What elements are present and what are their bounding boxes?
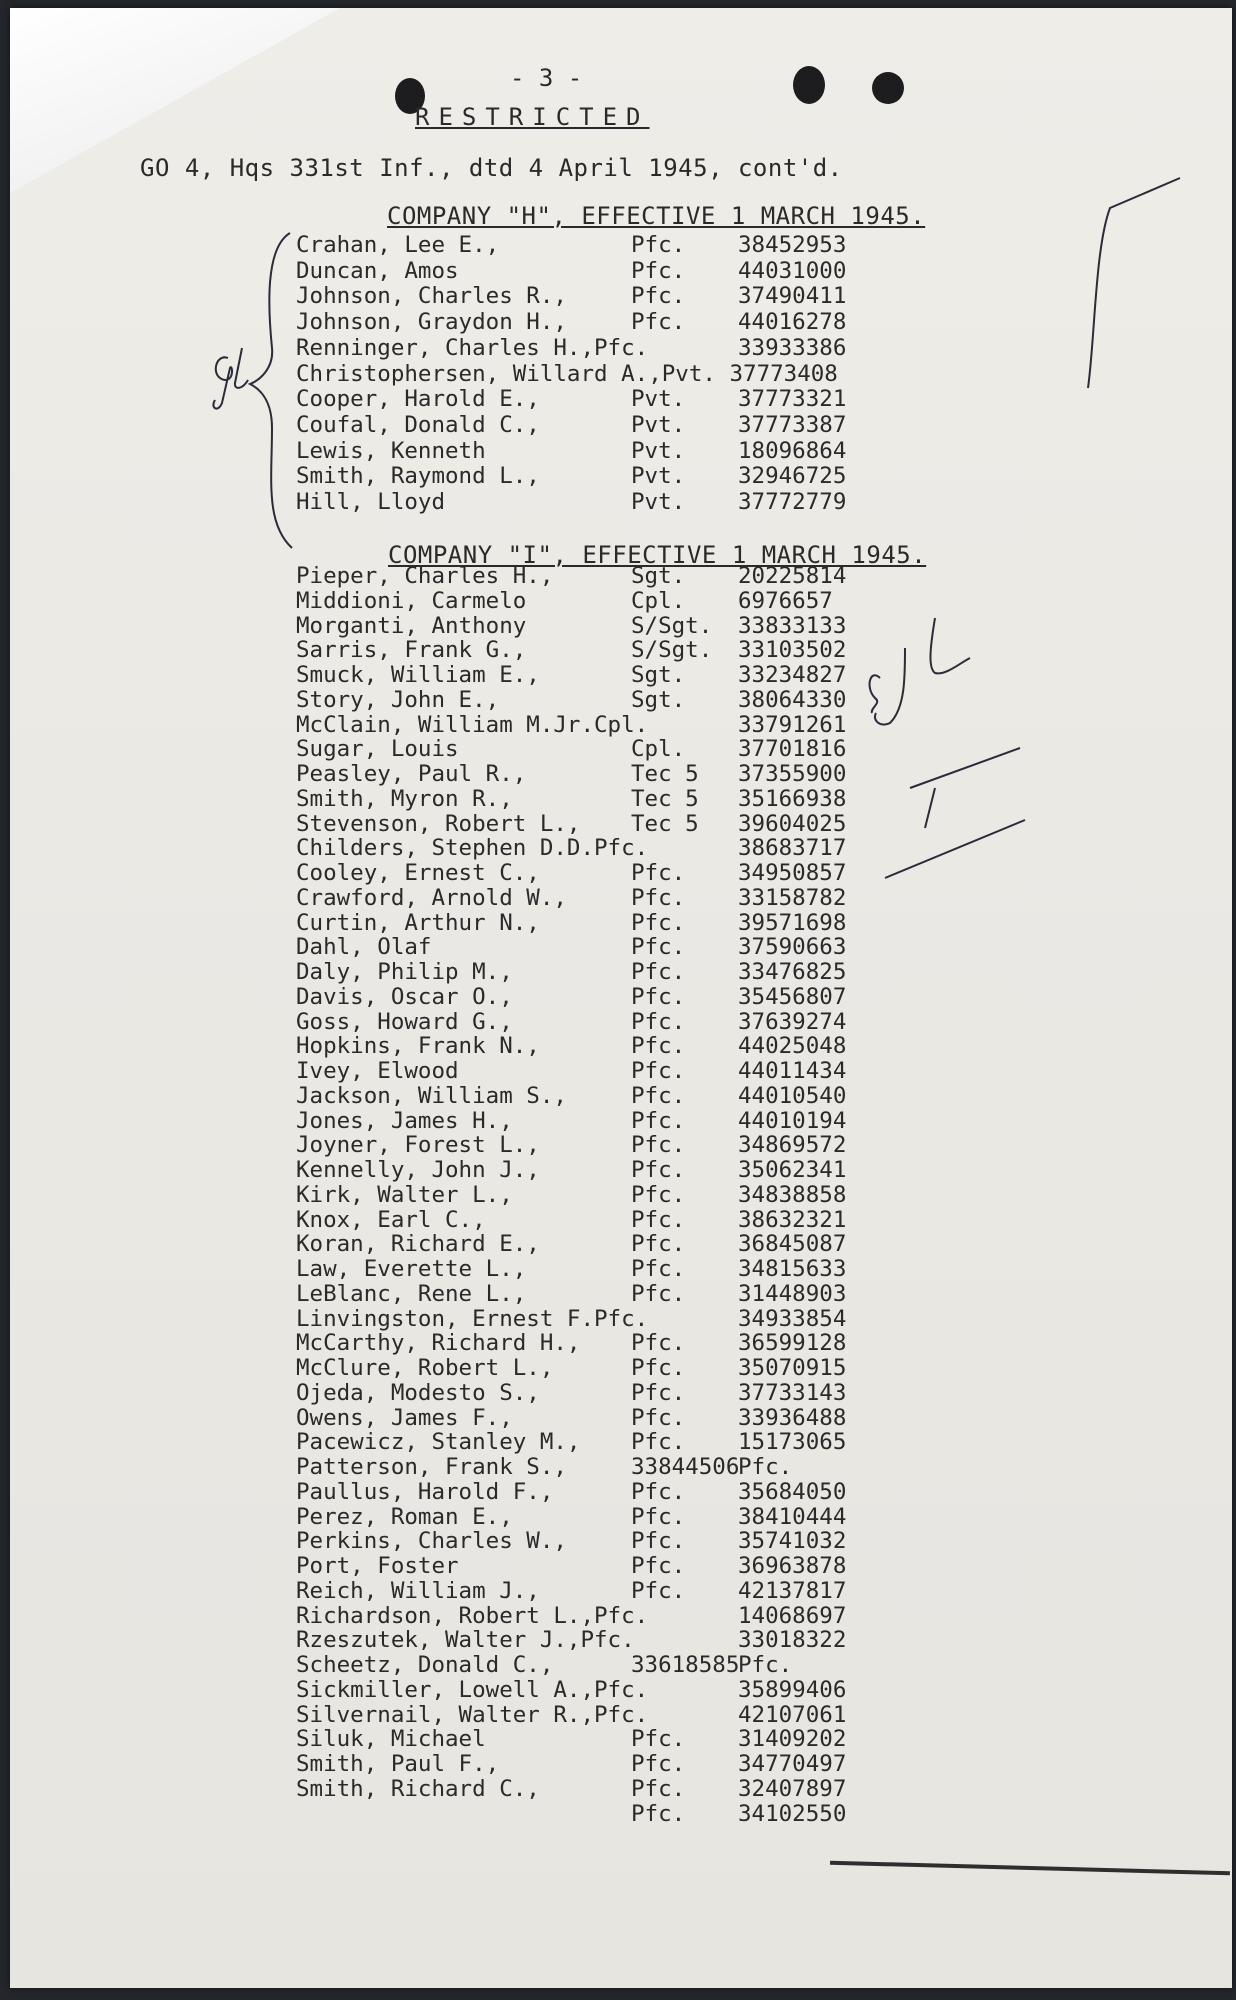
soldier-rank: Pfc. (631, 1132, 686, 1159)
bracket-mark (250, 233, 292, 548)
handwritten-marks (10, 8, 1232, 1988)
soldier-rank: Pfc. (631, 1404, 686, 1431)
soldier-name: Perez, Roman E., (296, 1503, 513, 1530)
soldier-rank: Pfc. (631, 1478, 686, 1505)
soldier-name: Middioni, Carmelo (296, 587, 527, 614)
soldier-name: Ivey, Elwood (296, 1058, 459, 1084)
soldier-name: Reich, William J., (296, 1577, 540, 1604)
soldier-rank: Sgt. (631, 662, 686, 688)
soldier-rank: Pfc. (631, 1379, 686, 1406)
soldier-rank: Pfc. (631, 1181, 686, 1208)
serial-number: 6976657 (738, 587, 833, 614)
soldier-name: Pieper, Charles H., (296, 563, 554, 589)
soldier-name: Story, John E., (296, 686, 500, 713)
soldier-rank: Sgt. (631, 686, 686, 713)
soldier-rank: Pfc. (631, 1577, 686, 1604)
serial-number: 37773321 (738, 386, 847, 413)
serial-number: 44010540 (738, 1082, 847, 1109)
soldier-name: Duncan, Amos (296, 257, 459, 284)
soldier-rank: Pfc. (631, 1800, 686, 1827)
soldier-rank: Pvt. (631, 463, 686, 490)
serial-number: 39604025 (738, 810, 847, 837)
soldier-name: Crawford, Arnold W., (296, 884, 567, 911)
serial-number: 31448903 (738, 1280, 847, 1307)
soldier-name: Koran, Richard E., (296, 1231, 540, 1258)
page-number: - 3 - (510, 64, 583, 92)
right-margin-mark (1088, 178, 1180, 388)
soldier-rank: Pfc. (631, 232, 686, 258)
section-heading-company-i: COMPANY "I", EFFECTIVE 1 MARCH 1945. (388, 541, 927, 569)
serial-number: 35456807 (738, 983, 847, 1010)
soldier-rank: Pfc. (631, 860, 686, 886)
soldier-rank: Pvt. (631, 411, 686, 438)
soldier-name: Dahl, Olaf (296, 934, 432, 961)
serial-number: 33936488 (738, 1404, 847, 1431)
serial-number: 34869572 (738, 1132, 847, 1159)
serial-number: 35684050 (738, 1478, 847, 1505)
soldier-rank: Pfc. (631, 1082, 686, 1109)
soldier-rank: Pfc. (631, 1107, 686, 1134)
soldier-rank: Pfc. (631, 1058, 686, 1084)
soldier-name: Joyner, Forest L., (296, 1132, 540, 1159)
serial-number: 36845087 (738, 1231, 847, 1258)
soldier-rank: Pvt. (631, 489, 686, 515)
soldier-rank: Pfc. (631, 1231, 686, 1258)
soldier-name: Patterson, Frank S., (296, 1454, 567, 1480)
soldier-name: Knox, Earl C., (296, 1206, 486, 1233)
soldier-name: Christophersen, Willard A.,Pvt. 37773408 (296, 360, 838, 387)
soldier-name: Coufal, Donald C., (296, 411, 540, 438)
soldier-name: Sickmiller, Lowell A.,Pfc. (296, 1676, 649, 1703)
soldier-name: Cooley, Ernest C., (296, 860, 540, 886)
soldier-name: Crahan, Lee E., (296, 232, 500, 258)
soldier-rank: Pvt. (631, 437, 686, 464)
soldier-rank: Pfc. (631, 1157, 686, 1183)
soldier-name: Johnson, Charles R., (296, 283, 567, 310)
soldier-name: Jackson, William S., (296, 1082, 567, 1109)
serial-number: 34838858 (738, 1181, 847, 1208)
soldier-rank: Pfc. (631, 1775, 686, 1802)
soldier-rank: Pfc. (631, 1033, 686, 1060)
serial-number: 20225814 (738, 563, 847, 589)
section-heading-company-h: COMPANY "H", EFFECTIVE 1 MARCH 1945. (387, 202, 926, 230)
serial-number: 39571698 (738, 909, 847, 936)
soldier-name: Sarris, Frank G., (296, 637, 527, 664)
serial-number: 37590663 (738, 934, 847, 961)
tick-line-mark (910, 748, 1020, 788)
soldier-rank: Pvt. (631, 386, 686, 413)
soldier-rank: Pfc. (631, 1751, 686, 1777)
soldier-name: Stevenson, Robert L., (296, 810, 581, 837)
soldier-name: Smuck, William E., (296, 662, 540, 688)
serial-number: 33833133 (738, 612, 847, 639)
soldier-name: Kennelly, John J., (296, 1157, 540, 1183)
soldier-name: Linvingston, Ernest F.Pfc. (296, 1305, 649, 1332)
serial-number: 44031000 (738, 257, 847, 284)
serial-number: 32407897 (738, 1775, 847, 1802)
serial-number: 42137817 (738, 1577, 847, 1604)
serial-number: Pfc. (738, 1454, 793, 1480)
serial-number: 34933854 (738, 1305, 847, 1332)
soldier-name: Davis, Oscar O., (296, 983, 513, 1010)
serial-number: 36599128 (738, 1330, 847, 1357)
document-page (10, 8, 1232, 1988)
serial-number: 37772779 (738, 489, 847, 515)
serial-number: 35899406 (738, 1676, 847, 1703)
classification-marking: RESTRICTED (415, 103, 650, 131)
serial-number: 38683717 (738, 835, 847, 862)
serial-number: 18096864 (738, 437, 847, 464)
soldier-name: Owens, James F., (296, 1404, 513, 1431)
soldier-name: Sugar, Louis (296, 736, 459, 763)
serial-number: 35070915 (738, 1355, 847, 1381)
serial-number: 15173065 (738, 1429, 847, 1456)
serial-number: 37701816 (738, 736, 847, 763)
soldier-name: Perkins, Charles W., (296, 1528, 567, 1555)
soldier-rank: S/Sgt. (631, 637, 713, 664)
serial-number: 37355900 (738, 761, 847, 787)
soldier-name: Smith, Richard C., (296, 1775, 540, 1802)
soldier-rank: S/Sgt. (631, 612, 713, 639)
soldier-name: Paullus, Harold F., (296, 1478, 554, 1505)
serial-number: 44011434 (738, 1058, 847, 1084)
soldier-name: Ojeda, Modesto S., (296, 1379, 540, 1406)
soldier-rank: Pfc. (631, 257, 686, 284)
soldier-name: McCarthy, Richard H., (296, 1330, 581, 1357)
soldier-name: Scheetz, Donald C., (296, 1652, 554, 1678)
soldier-rank: Pfc. (631, 1256, 686, 1282)
serial-number: 37639274 (738, 1008, 847, 1035)
serial-number: 33158782 (738, 884, 847, 911)
soldier-rank: Pfc. (631, 1726, 686, 1753)
soldier-name: Pacewicz, Stanley M., (296, 1429, 581, 1456)
serial-number: 34815633 (738, 1256, 847, 1282)
soldier-rank: 33618585 (631, 1652, 740, 1678)
serial-number: 33933386 (738, 334, 847, 361)
soldier-rank: Pfc. (631, 1355, 686, 1381)
serial-number: 35062341 (738, 1157, 847, 1183)
soldier-rank: Pfc. (631, 283, 686, 310)
soldier-name: Rzeszutek, Walter J.,Pfc. (296, 1627, 635, 1654)
soldier-name: Siluk, Michael (296, 1726, 486, 1753)
soldier-rank: Pfc. (631, 909, 686, 936)
serial-number: 35741032 (738, 1528, 847, 1555)
serial-number: 34102550 (738, 1800, 847, 1827)
soldier-name: Goss, Howard G., (296, 1008, 513, 1035)
soldier-name: Hopkins, Frank N., (296, 1033, 540, 1060)
serial-number: 14068697 (738, 1602, 847, 1629)
serial-number: 38632321 (738, 1206, 847, 1233)
soldier-rank: Pfc. (631, 1330, 686, 1357)
serial-number: 37733143 (738, 1379, 847, 1406)
soldier-name: Kirk, Walter L., (296, 1181, 513, 1208)
serial-number: Pfc. (738, 1652, 793, 1678)
soldier-rank: Cpl. (631, 736, 686, 763)
soldier-rank: Pfc. (631, 934, 686, 961)
soldier-name: Jones, James H., (296, 1107, 513, 1134)
soldier-rank: Pfc. (631, 983, 686, 1010)
soldier-rank: Tec 5 (631, 810, 699, 837)
serial-number: 38410444 (738, 1503, 847, 1530)
soldier-rank: 33844506 (631, 1454, 740, 1480)
serial-number: 33103502 (738, 637, 847, 664)
soldier-name: Daly, Philip M., (296, 959, 513, 985)
soldier-name: Renninger, Charles H.,Pfc. (296, 334, 649, 361)
soldier-name: McClure, Robert L., (296, 1355, 554, 1381)
soldier-name: Richardson, Robert L.,Pfc. (296, 1602, 649, 1629)
soldier-name: Law, Everette L., (296, 1256, 527, 1282)
serial-number: 34770497 (738, 1751, 847, 1777)
soldier-rank: Pfc. (631, 959, 686, 985)
serial-number: 35166938 (738, 785, 847, 812)
soldier-name: Childers, Stephen D.D.Pfc. (296, 835, 649, 862)
soldier-name: Johnson, Graydon H., (296, 309, 567, 336)
serial-number: 33018322 (738, 1627, 847, 1654)
soldier-rank: Pfc. (631, 1008, 686, 1035)
initials-ejl-mark (870, 618, 970, 725)
soldier-name: Lewis, Kenneth (296, 437, 486, 464)
soldier-name: Peasley, Paul R., (296, 761, 527, 787)
soldier-name: Smith, Paul F., (296, 1751, 500, 1777)
serial-number: 33791261 (738, 711, 847, 738)
order-reference: GO 4, Hqs 331st Inf., dtd 4 April 1945, cont'd. (140, 154, 843, 182)
soldier-rank: Tec 5 (631, 785, 699, 812)
initials-gl-mark (213, 348, 248, 409)
soldier-name: Silvernail, Walter R.,Pfc. (296, 1701, 649, 1728)
tick-stroke-mark (925, 788, 935, 828)
soldier-name: Morganti, Anthony (296, 612, 527, 639)
soldier-rank: Pfc. (631, 1429, 686, 1456)
serial-number: 38064330 (738, 686, 847, 713)
soldier-rank: Pfc. (631, 309, 686, 336)
serial-number: 36963878 (738, 1553, 847, 1579)
soldier-rank: Pfc. (631, 1528, 686, 1555)
soldier-name: Curtin, Arthur N., (296, 909, 540, 936)
serial-number: 32946725 (738, 463, 847, 490)
soldier-rank: Sgt. (631, 563, 686, 589)
serial-number: 31409202 (738, 1726, 847, 1753)
serial-number: 44010194 (738, 1107, 847, 1134)
soldier-name: Hill, Lloyd (296, 489, 446, 515)
soldier-rank: Cpl. (631, 587, 686, 614)
soldier-rank: Pfc. (631, 1503, 686, 1530)
soldier-rank: Pfc. (631, 1280, 686, 1307)
serial-number: 42107061 (738, 1701, 847, 1728)
serial-number: 38452953 (738, 232, 847, 258)
soldier-name: LeBlanc, Rene L., (296, 1280, 527, 1307)
soldier-name: Cooper, Harold E., (296, 386, 540, 413)
soldier-rank: Tec 5 (631, 761, 699, 787)
serial-number: 33476825 (738, 959, 847, 985)
soldier-rank: Pfc. (631, 1553, 686, 1579)
serial-number: 37773387 (738, 411, 847, 438)
serial-number: 37490411 (738, 283, 847, 310)
soldier-name: McClain, William M.Jr.Cpl. (296, 711, 649, 738)
soldier-rank: Pfc. (631, 884, 686, 911)
arrow-line-mark (885, 820, 1025, 878)
soldier-rank: Pfc. (631, 1206, 686, 1233)
serial-number: 33234827 (738, 662, 847, 688)
serial-number: 44016278 (738, 309, 847, 336)
soldier-name: Port, Foster (296, 1553, 459, 1579)
serial-number: 34950857 (738, 860, 847, 886)
serial-number: 44025048 (738, 1033, 847, 1060)
soldier-name: Smith, Myron R., (296, 785, 513, 812)
soldier-name: Smith, Raymond L., (296, 463, 540, 490)
